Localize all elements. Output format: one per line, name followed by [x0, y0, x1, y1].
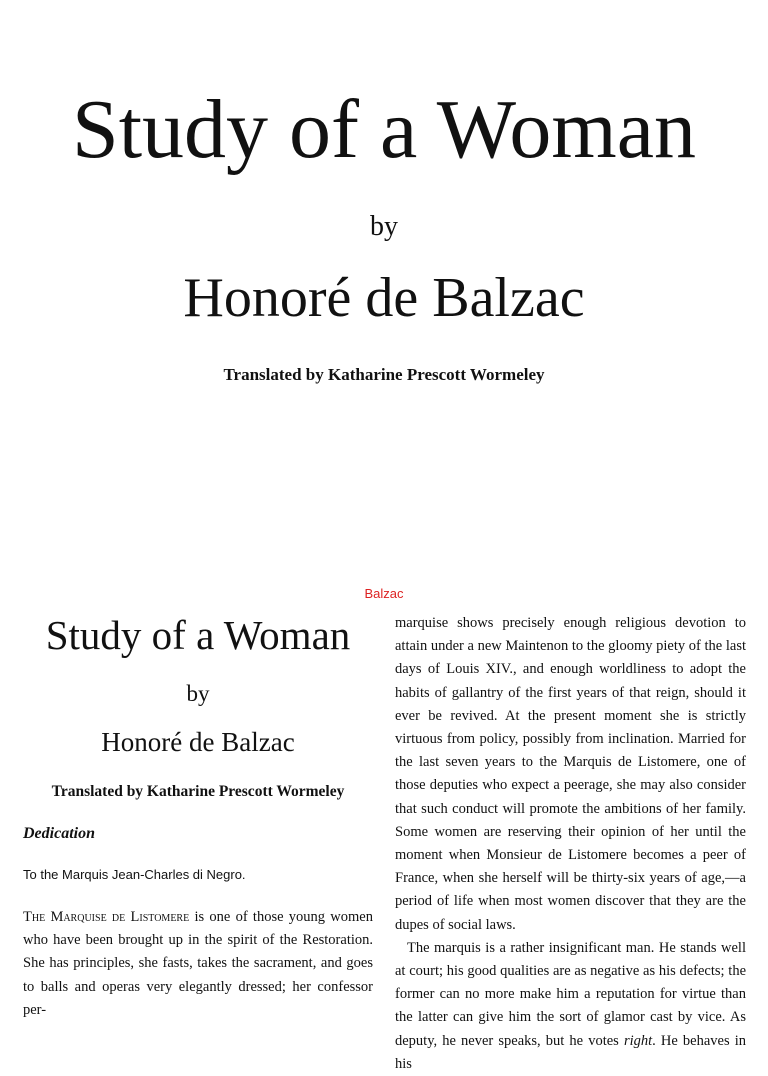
right-column: [395, 612, 746, 1076]
opening-paragraph: [23, 906, 373, 1022]
page-title: Study of a Woman: [45, 612, 351, 658]
cover-author: Honoré de Balzac: [183, 267, 585, 329]
body-paragraph: marquise shows precisely enough religious devotion to attain under a new Maintenon to the gloomy piety of the last days of Louis XIV., and enough worldliness to adopt the habits of gallantry of the first years of that reign, should it ever be revived. At the present moment she is strictly virtuous from policy, possibly from inclination. Married for the last seven years to the Marquis de Listomere, one of those deputies who expect a peerage, she may also consider that such conduct will promote the ambitions of her family. Some women are reserving their opinion of her until the moment when Monsieur de Listomere becomes a peer of France, when she herself will be thirty-six years of age,—a period of life when most women discover that they are the dupes of social laws.: [395, 615, 746, 933]
page-translator-credit: Translated by Katharine Prescott Wormeley: [51, 783, 345, 800]
opening-small-caps: The Marquise de Listomere: [23, 909, 190, 925]
cover-translator-credit: Translated by Katharine Prescott Wormeley: [223, 365, 545, 384]
para2-end: . He behaves in his: [395, 1032, 746, 1072]
page-author: Honoré de Balzac: [101, 727, 295, 757]
running-head: Balzac: [364, 586, 404, 601]
cover-title: Study of a Woman: [72, 83, 696, 176]
left-column: [23, 610, 373, 1022]
body-paragraph-marquis: [395, 937, 746, 1076]
para2-start: The marquis is a rather insignificant man. He stands well at court; his good qualities are as negative as his defects; the former can no more make him a reputation for virtue than the latter can give him the sort of glamor cast by vice. As deputy, he never speaks, but he votes: [395, 939, 746, 1049]
cover-by-line: by: [370, 211, 398, 242]
page-by-line: by: [186, 681, 210, 706]
opening-text: is one of those young women who have been brought up in the spirit of the Restoration. She has principles, she fasts, takes the sacrament, and goes to balls and operas very elegantly dressed; her confessor per-: [23, 909, 373, 1018]
para2-italic: right: [623, 1032, 653, 1049]
dedication-heading: Dedication: [23, 825, 95, 842]
dedication-text: To the Marquis Jean-Charles di Negro.: [23, 867, 246, 882]
